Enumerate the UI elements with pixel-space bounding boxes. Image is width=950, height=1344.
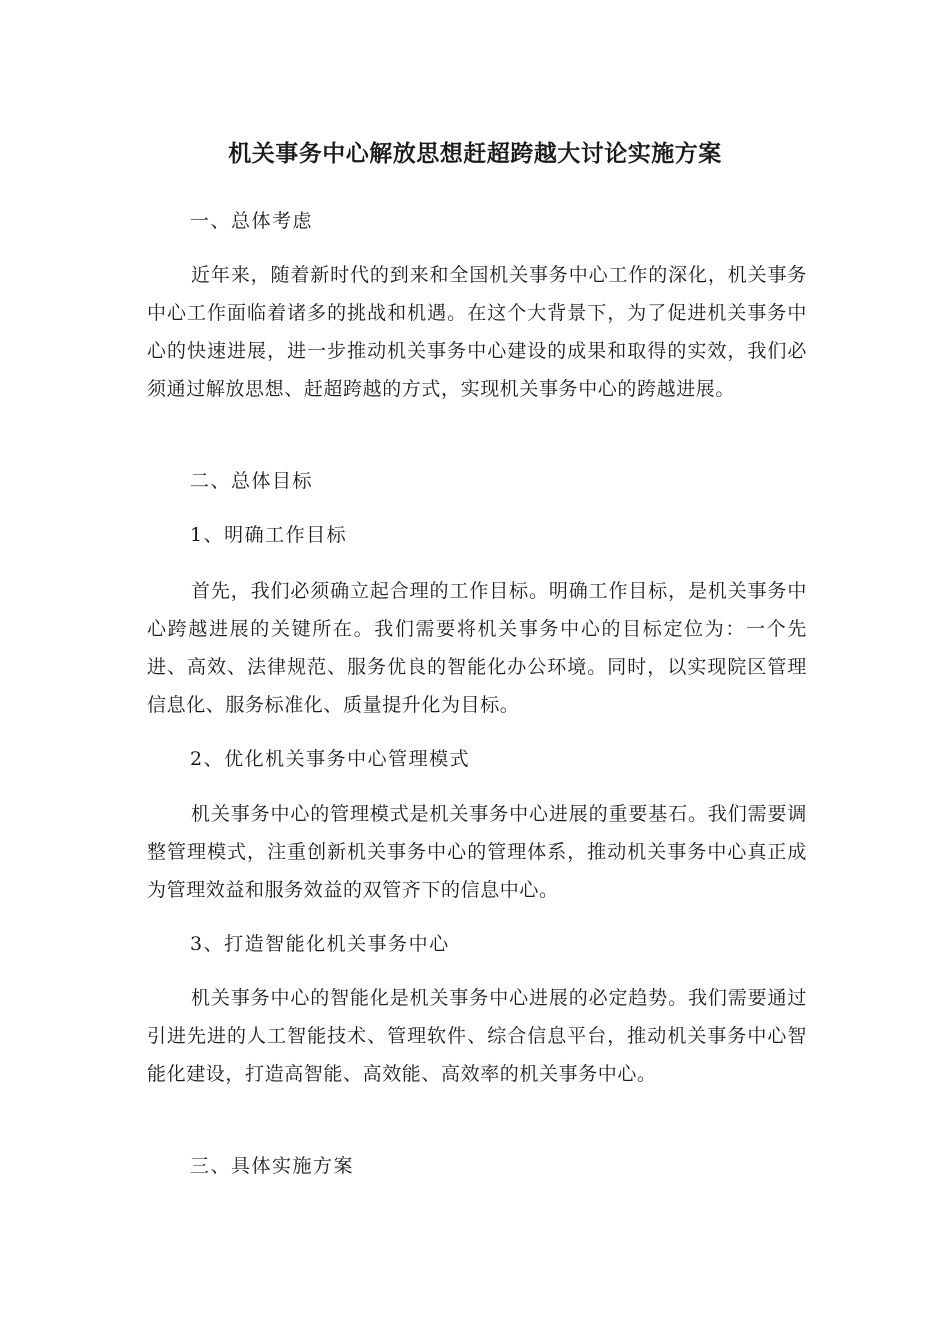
paragraph-overall-considerations: 近年来，随着新时代的到来和全国机关事务中心工作的深化，机关事务中心工作面临着诸多的挑战和机遇。在这个大背景下，为了促进机关事务中心的快速进展，进一步推动机关事务中心建设的成果和取得的实效，我们必须通过解放思想、赶超跨越的方式，实现机关事务中心的跨越进展。 (147, 264, 807, 400)
document-title: 机关事务中心解放思想赶超跨越大讨论实施方案 (228, 141, 722, 167)
paragraph-optimize-management: 机关事务中心的管理模式是机关事务中心进展的重要基石。我们需要调整管理模式，注重创新机关事务中心的管理体系，推动机关事务中心真正成为管理效益和服务效益的双管齐下的信息中心。 (147, 803, 807, 901)
subheading-optimize-management: 2、优化机关事务中心管理模式 (190, 748, 471, 770)
paragraph-clarify-goals: 首先，我们必须确立起合理的工作目标。明确工作目标，是机关事务中心跨越进展的关键所在。我们需要将机关事务中心的目标定位为：一个先进、高效、法律规范、服务优良的智能化办公环境。同时，以实现院区管理信息化、服务标准化、质量提升化为目标。 (147, 580, 807, 716)
section-heading-overall-considerations: 一、总体考虑 (190, 210, 314, 232)
subheading-clarify-goals: 1、明确工作目标 (190, 524, 348, 546)
section-heading-overall-goals: 二、总体目标 (190, 470, 314, 492)
paragraph-intelligent-center: 机关事务中心的智能化是机关事务中心进展的必定趋势。我们需要通过引进先进的人工智能技术、管理软件、综合信息平台，推动机关事务中心智能化建设，打造高智能、高效能、高效率的机关事务中心。 (147, 987, 807, 1085)
section-heading-implementation-plan: 三、具体实施方案 (190, 1155, 355, 1177)
subheading-intelligent-center: 3、打造智能化机关事务中心 (190, 933, 450, 955)
